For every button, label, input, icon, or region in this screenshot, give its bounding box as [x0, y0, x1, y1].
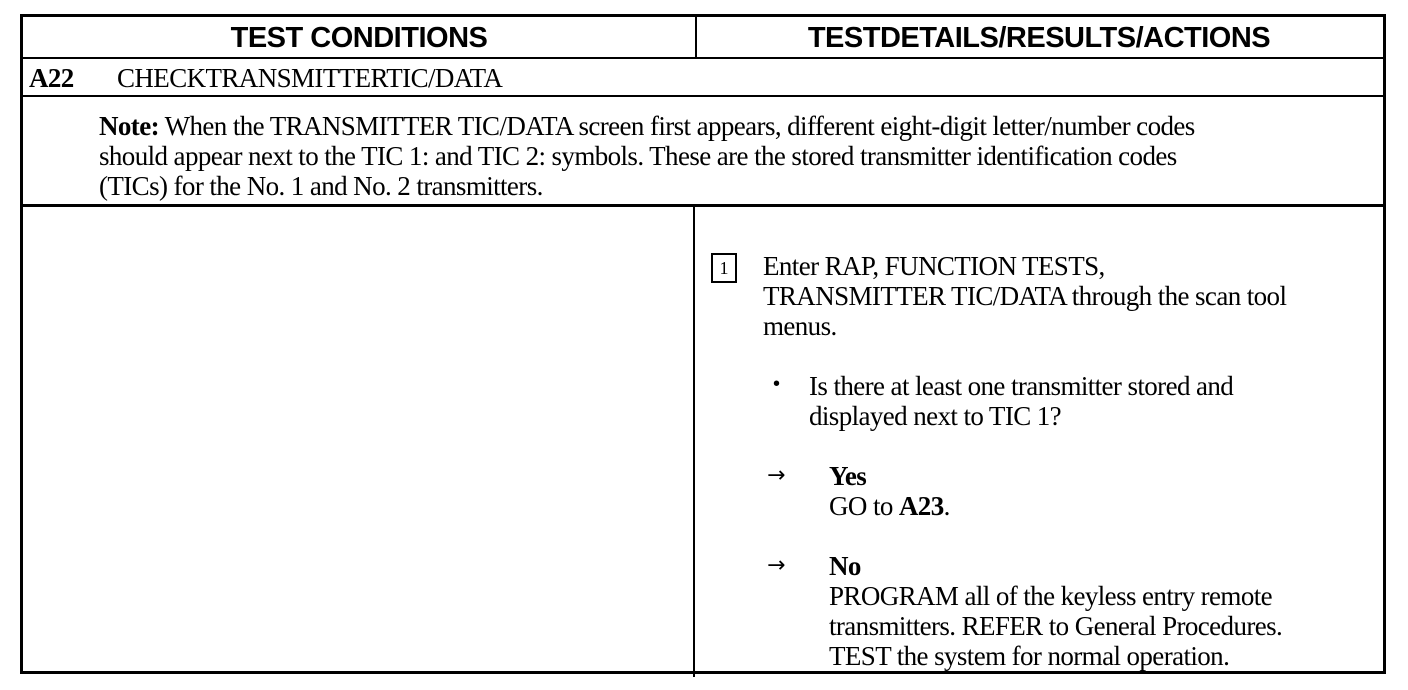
header-column-divider: [695, 17, 697, 59]
header-test-conditions: TEST CONDITIONS: [230, 22, 488, 54]
bullet-icon: •: [773, 373, 781, 395]
yes-branch: [829, 461, 950, 521]
yes-action-prefix: GO to: [829, 491, 899, 521]
no-branch: [829, 551, 1282, 671]
step-id: A22: [29, 63, 74, 93]
note-text: [99, 111, 1379, 201]
note-line-3: (TICs) for the No. 1 and No. 2 transmitters.: [99, 171, 543, 201]
test-table: [20, 14, 1386, 674]
note-line-2: should appear next to the TIC 1: and TIC 2: symbols. These are the stored transmitter identification codes: [99, 141, 1177, 171]
yes-action-target: A23: [898, 491, 944, 521]
no-action-line-3: TEST the system for normal operation.: [829, 641, 1230, 671]
note-row: [23, 97, 1383, 207]
yes-action-suffix: .: [943, 491, 950, 521]
no-action-line-1: PROGRAM all of the keyless entry remote: [829, 581, 1273, 611]
no-label: No: [829, 551, 861, 581]
question-text: [809, 371, 1233, 431]
step-row: [23, 59, 1383, 97]
note-line-1-text: When the TRANSMITTER TIC/DATA screen first appears, different eight-digit letter/number codes: [164, 111, 1195, 141]
no-arrow-icon: →: [767, 553, 786, 578]
question-line-1: Is there at least one transmitter stored and: [809, 371, 1234, 401]
no-action-line-2: transmitters. REFER to General Procedures.: [829, 611, 1283, 641]
note-label: Note:: [99, 111, 159, 141]
body-column-divider: [693, 207, 695, 677]
yes-label: Yes: [829, 461, 867, 491]
instruction-text: [763, 251, 1286, 341]
instruction-line-1: Enter RAP, FUNCTION TESTS,: [763, 251, 1105, 281]
yes-action: [829, 491, 950, 521]
question-line-2: displayed next to TIC 1?: [809, 401, 1062, 431]
yes-arrow-icon: →: [767, 463, 786, 488]
instruction-line-2: TRANSMITTER TIC/DATA through the scan tool: [763, 281, 1287, 311]
instruction-line-3: menus.: [763, 311, 837, 341]
table-header-row: [23, 17, 1383, 59]
step-title: CHECKTRANSMITTERTIC/DATA: [117, 63, 503, 93]
step-number-box: 1: [711, 253, 737, 283]
note-line-1: [99, 111, 1379, 141]
header-test-details: TESTDETAILS/RESULTS/ACTIONS: [807, 22, 1271, 54]
